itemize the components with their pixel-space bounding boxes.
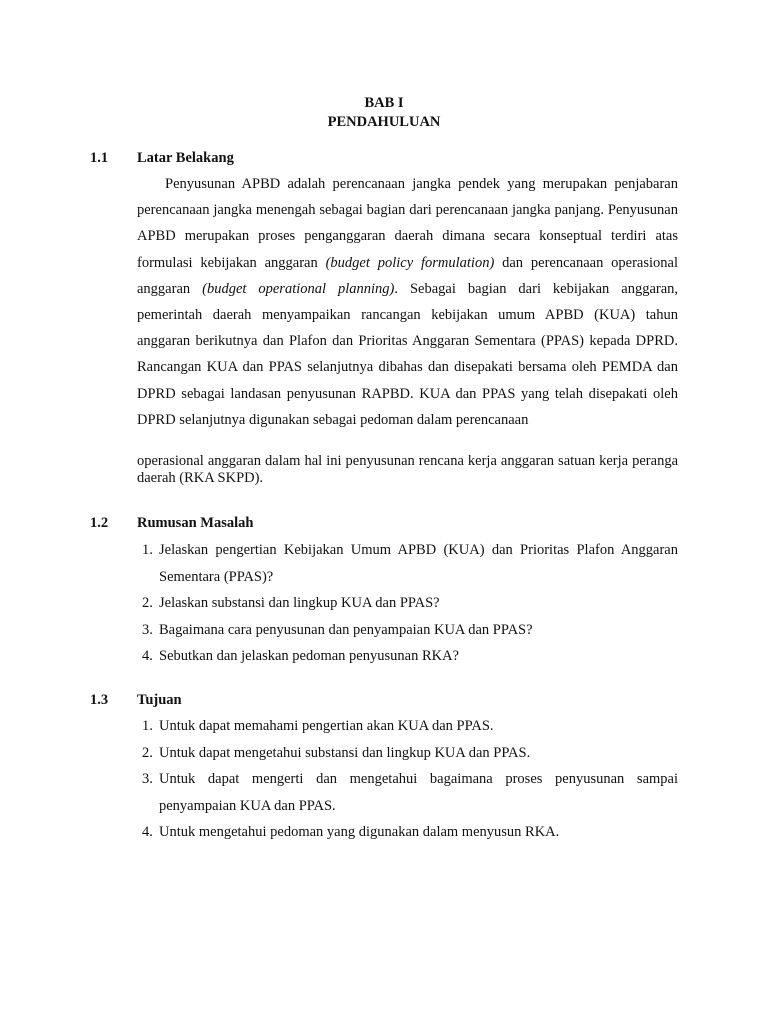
section-number-1-3: 1.3 <box>90 692 109 708</box>
list-number: 1. <box>142 542 153 558</box>
chapter-title: PENDAHULUAN <box>327 114 441 130</box>
list-number: 4. <box>142 824 153 840</box>
list-item <box>137 819 678 846</box>
list-item <box>137 740 678 767</box>
list-number: 2. <box>142 595 153 611</box>
section-number-1-1: 1.1 <box>90 150 109 166</box>
list-number: 3. <box>142 621 153 638</box>
paragraph-latar-belakang-end: operasional anggaran dalam hal ini penyusunan rencana kerja anggaran satuan kerja peranga daerah (RKA SKPD). <box>137 453 678 486</box>
list-item <box>137 766 678 819</box>
list-number: 1. <box>142 718 153 734</box>
chapter-number: BAB I <box>364 95 404 111</box>
list-item-text: Untuk dapat memahami pengertian akan KUA dan PPAS. <box>159 718 494 734</box>
section-number-1-2: 1.2 <box>90 515 109 531</box>
list-item <box>137 537 678 590</box>
list-number: 3. <box>142 771 153 787</box>
tujuan-list <box>137 713 678 846</box>
paragraph-text-part: . Sebagai bagian dari kebijakan anggaran, pemerintah daerah menyampaikan rancangan kebijakan umum APBD (KUA) tahun anggaran berikutnya dan Plafon dan Prioritas Anggaran Sementara (PPAS) kepada DPRD. Rancangan KUA dan PPAS selanjutnya dibahas dan disepakati bersama oleh PEMDA dan DPRD sebagai landasan penyusunan RAPBD. KUA dan PPAS yang telah disepakati oleh DPRD selanjutnya digunakan sebagai pedoman dalam perencanaan <box>137 280 679 428</box>
list-item-text: Jelaskan pengertian Kebijakan Umum APBD (KUA) dan Prioritas Plafon Anggaran Sementara (PPAS)? <box>159 542 678 585</box>
paragraph-latar-belakang <box>137 171 678 433</box>
list-item-text: Bagaimana cara penyusunan dan penyampaian KUA dan PPAS? <box>159 621 533 638</box>
italic-term: (budget policy formulation) <box>325 254 495 271</box>
list-item-text: Untuk dapat mengetahui substansi dan lingkup KUA dan PPAS. <box>159 744 531 761</box>
list-item-text: Untuk mengetahui pedoman yang digunakan dalam menyusun RKA. <box>159 824 560 840</box>
list-item-text: Sebutkan dan jelaskan pedoman penyusunan RKA? <box>159 648 459 664</box>
list-item <box>137 590 678 617</box>
section-title-rumusan-masalah: Rumusan Masalah <box>137 515 254 531</box>
list-number: 2. <box>142 744 153 761</box>
list-item-text: Untuk dapat mengerti dan mengetahui bagaimana proses penyusunan sampai penyampaian KUA dan PPAS. <box>159 771 678 814</box>
list-number: 4. <box>142 648 153 664</box>
list-item <box>137 617 678 644</box>
paragraph-text-part: Penyusunan APBD adalah perencanaan jangka pendek yang merupakan penjabaran perencanaan jangka menengah sebagai bagian dari perencanaan jangka panjang. Penyusunan APBD merupakan proses penganggaran daerah dimana secara konseptual terdiri atas formulasi kebijakan anggaran <box>137 176 678 271</box>
list-item <box>137 713 678 740</box>
section-title-tujuan: Tujuan <box>137 692 182 708</box>
paragraph-text-part: dan perencanaan operasional anggaran <box>137 254 678 297</box>
rumusan-masalah-list <box>137 537 678 670</box>
section-title-latar-belakang: Latar Belakang <box>137 150 234 166</box>
list-item <box>137 643 678 670</box>
italic-term: (budget operational planning) <box>202 280 395 297</box>
list-item-text: Jelaskan substansi dan lingkup KUA dan PPAS? <box>159 595 440 611</box>
